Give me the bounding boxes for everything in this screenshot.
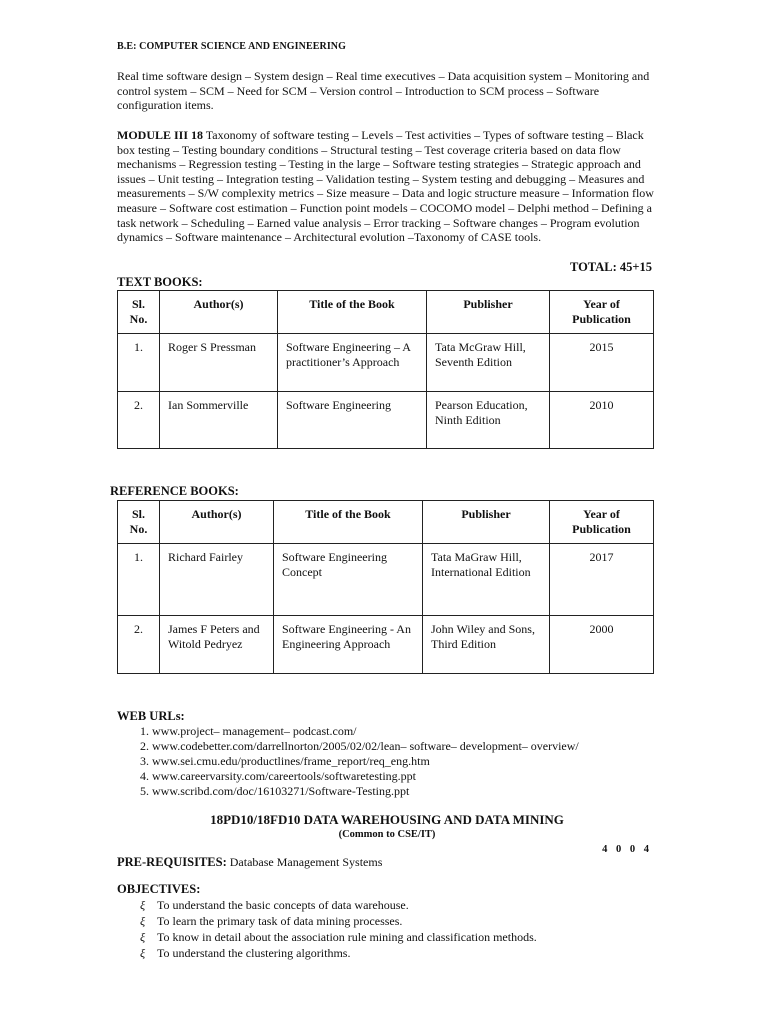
module-3-text: Taxonomy of software testing – Levels – Test activities – Types of software testing – Black box testing – Testing boundary conditions – Structural testing – Test coverage criteria based on data flow mechanisms – Regression testing – Testing in the large – Software testing strategies – Strategic approach and issues – Unit testing – Integration testing – Validation testing – System testing and debugging – Measures and measurements – S/W complexity metrics – Size measure – Data and logic structure measure – Information flow measure – Software cost estimation – Function point models – COCOMO model – Delphi method – Defining a task network – Scheduling – Earned value analysis – Error tracking – Software changes – Program evolution dynamics – Software maintenance – Architectural evolution –Taxonomy of CASE tools.	[117, 128, 654, 245]
web-url-list	[140, 724, 579, 799]
table-row	[118, 616, 654, 674]
list-item	[140, 913, 537, 929]
table-header-row	[118, 501, 654, 544]
prerequisites	[117, 855, 382, 870]
cell-year: 2000	[550, 616, 654, 674]
cell-author: Roger S Pressman	[160, 334, 278, 392]
cell-author: Ian Sommerville	[160, 392, 278, 449]
col-sl: Sl. No.	[118, 291, 160, 334]
prerequisites-label: PRE-REQUISITES:	[117, 855, 227, 869]
list-item	[140, 929, 537, 945]
xi-bullet-icon: ξ	[140, 898, 146, 912]
col-year: Year of Publication	[550, 501, 654, 544]
cell-publisher: John Wiley and Sons, Third Edition	[423, 616, 550, 674]
list-item	[140, 897, 537, 913]
department-header: B.E: COMPUTER SCIENCE AND ENGINEERING	[117, 41, 347, 52]
cell-title: Software Engineering Concept	[274, 544, 423, 616]
xi-bullet-icon: ξ	[140, 914, 146, 928]
col-title: Title of the Book	[274, 501, 423, 544]
course-credits: 4 0 0 4	[602, 844, 652, 855]
intro-paragraph: Real time software design – System design – Real time executives – Data acquisition system – Monitoring and control system – SCM – Need for SCM – Version control – Introduction to SCM process – Software configuration items.	[117, 69, 650, 113]
cell-year: 2010	[550, 392, 654, 449]
cell-sl: 2.	[118, 392, 160, 449]
module-3-label: MODULE III 18	[117, 128, 204, 142]
prerequisites-text: Database Management Systems	[226, 855, 383, 869]
cell-sl: 1.	[118, 544, 160, 616]
cell-year: 2015	[550, 334, 654, 392]
cell-title: Software Engineering	[278, 392, 427, 449]
cell-year: 2017	[550, 544, 654, 616]
cell-publisher: Tata McGraw Hill, Seventh Edition	[427, 334, 550, 392]
web-url-link[interactable]: 1. www.project– management– podcast.com/	[152, 724, 579, 739]
objective-text: To understand the clustering algorithms.	[157, 946, 351, 960]
course-common-note: (Common to CSE/IT)	[338, 829, 436, 840]
cell-title: Software Engineering – A practitioner’s Approach	[278, 334, 427, 392]
col-publisher: Publisher	[423, 501, 550, 544]
cell-title: Software Engineering - An Engineering Approach	[274, 616, 423, 674]
table-header-row	[118, 291, 654, 334]
web-urls-heading: WEB URLs:	[117, 709, 185, 723]
objectives-heading: OBJECTIVES:	[117, 882, 201, 896]
xi-bullet-icon: ξ	[140, 930, 146, 944]
col-author: Author(s)	[160, 291, 278, 334]
objective-text: To learn the primary task of data mining processes.	[157, 914, 403, 928]
list-item	[140, 945, 537, 961]
col-title: Title of the Book	[278, 291, 427, 334]
table-row	[118, 392, 654, 449]
text-books-table	[117, 290, 654, 449]
col-publisher: Publisher	[427, 291, 550, 334]
objective-text: To understand the basic concepts of data warehouse.	[157, 898, 409, 912]
web-url-link[interactable]: 4. www.careervarsity.com/careertools/softwaretesting.ppt	[152, 769, 579, 784]
table-row	[118, 334, 654, 392]
reference-books-table	[117, 500, 654, 674]
web-url-link[interactable]: 3. www.sei.cmu.edu/productlines/frame_report/req_eng.htm	[152, 754, 579, 769]
col-sl: Sl. No.	[118, 501, 160, 544]
web-url-link[interactable]: 5. www.scribd.com/doc/16103271/Software-Testing.ppt	[152, 784, 579, 799]
course-title: 18PD10/18FD10 DATA WAREHOUSING AND DATA MINING	[210, 812, 564, 827]
cell-publisher: Pearson Education, Ninth Edition	[427, 392, 550, 449]
total-hours: TOTAL: 45+15	[569, 260, 652, 274]
cell-author: James F Peters and Witold Pedryez	[160, 616, 274, 674]
xi-bullet-icon: ξ	[140, 946, 146, 960]
web-url-link[interactable]: 2. www.codebetter.com/darrellnorton/2005/02/02/lean– software– development– overview/	[152, 739, 579, 754]
text-books-heading: TEXT BOOKS:	[117, 275, 203, 289]
cell-publisher: Tata MaGraw Hill, International Edition	[423, 544, 550, 616]
objectives-list	[140, 897, 537, 961]
reference-books-heading: REFERENCE BOOKS:	[110, 484, 239, 498]
col-author: Author(s)	[160, 501, 274, 544]
objective-text: To know in detail about the association rule mining and classification methods.	[157, 930, 537, 944]
cell-sl: 1.	[118, 334, 160, 392]
table-row	[118, 544, 654, 616]
module-3-paragraph	[117, 128, 657, 245]
col-year: Year of Publication	[550, 291, 654, 334]
cell-author: Richard Fairley	[160, 544, 274, 616]
cell-sl: 2.	[118, 616, 160, 674]
